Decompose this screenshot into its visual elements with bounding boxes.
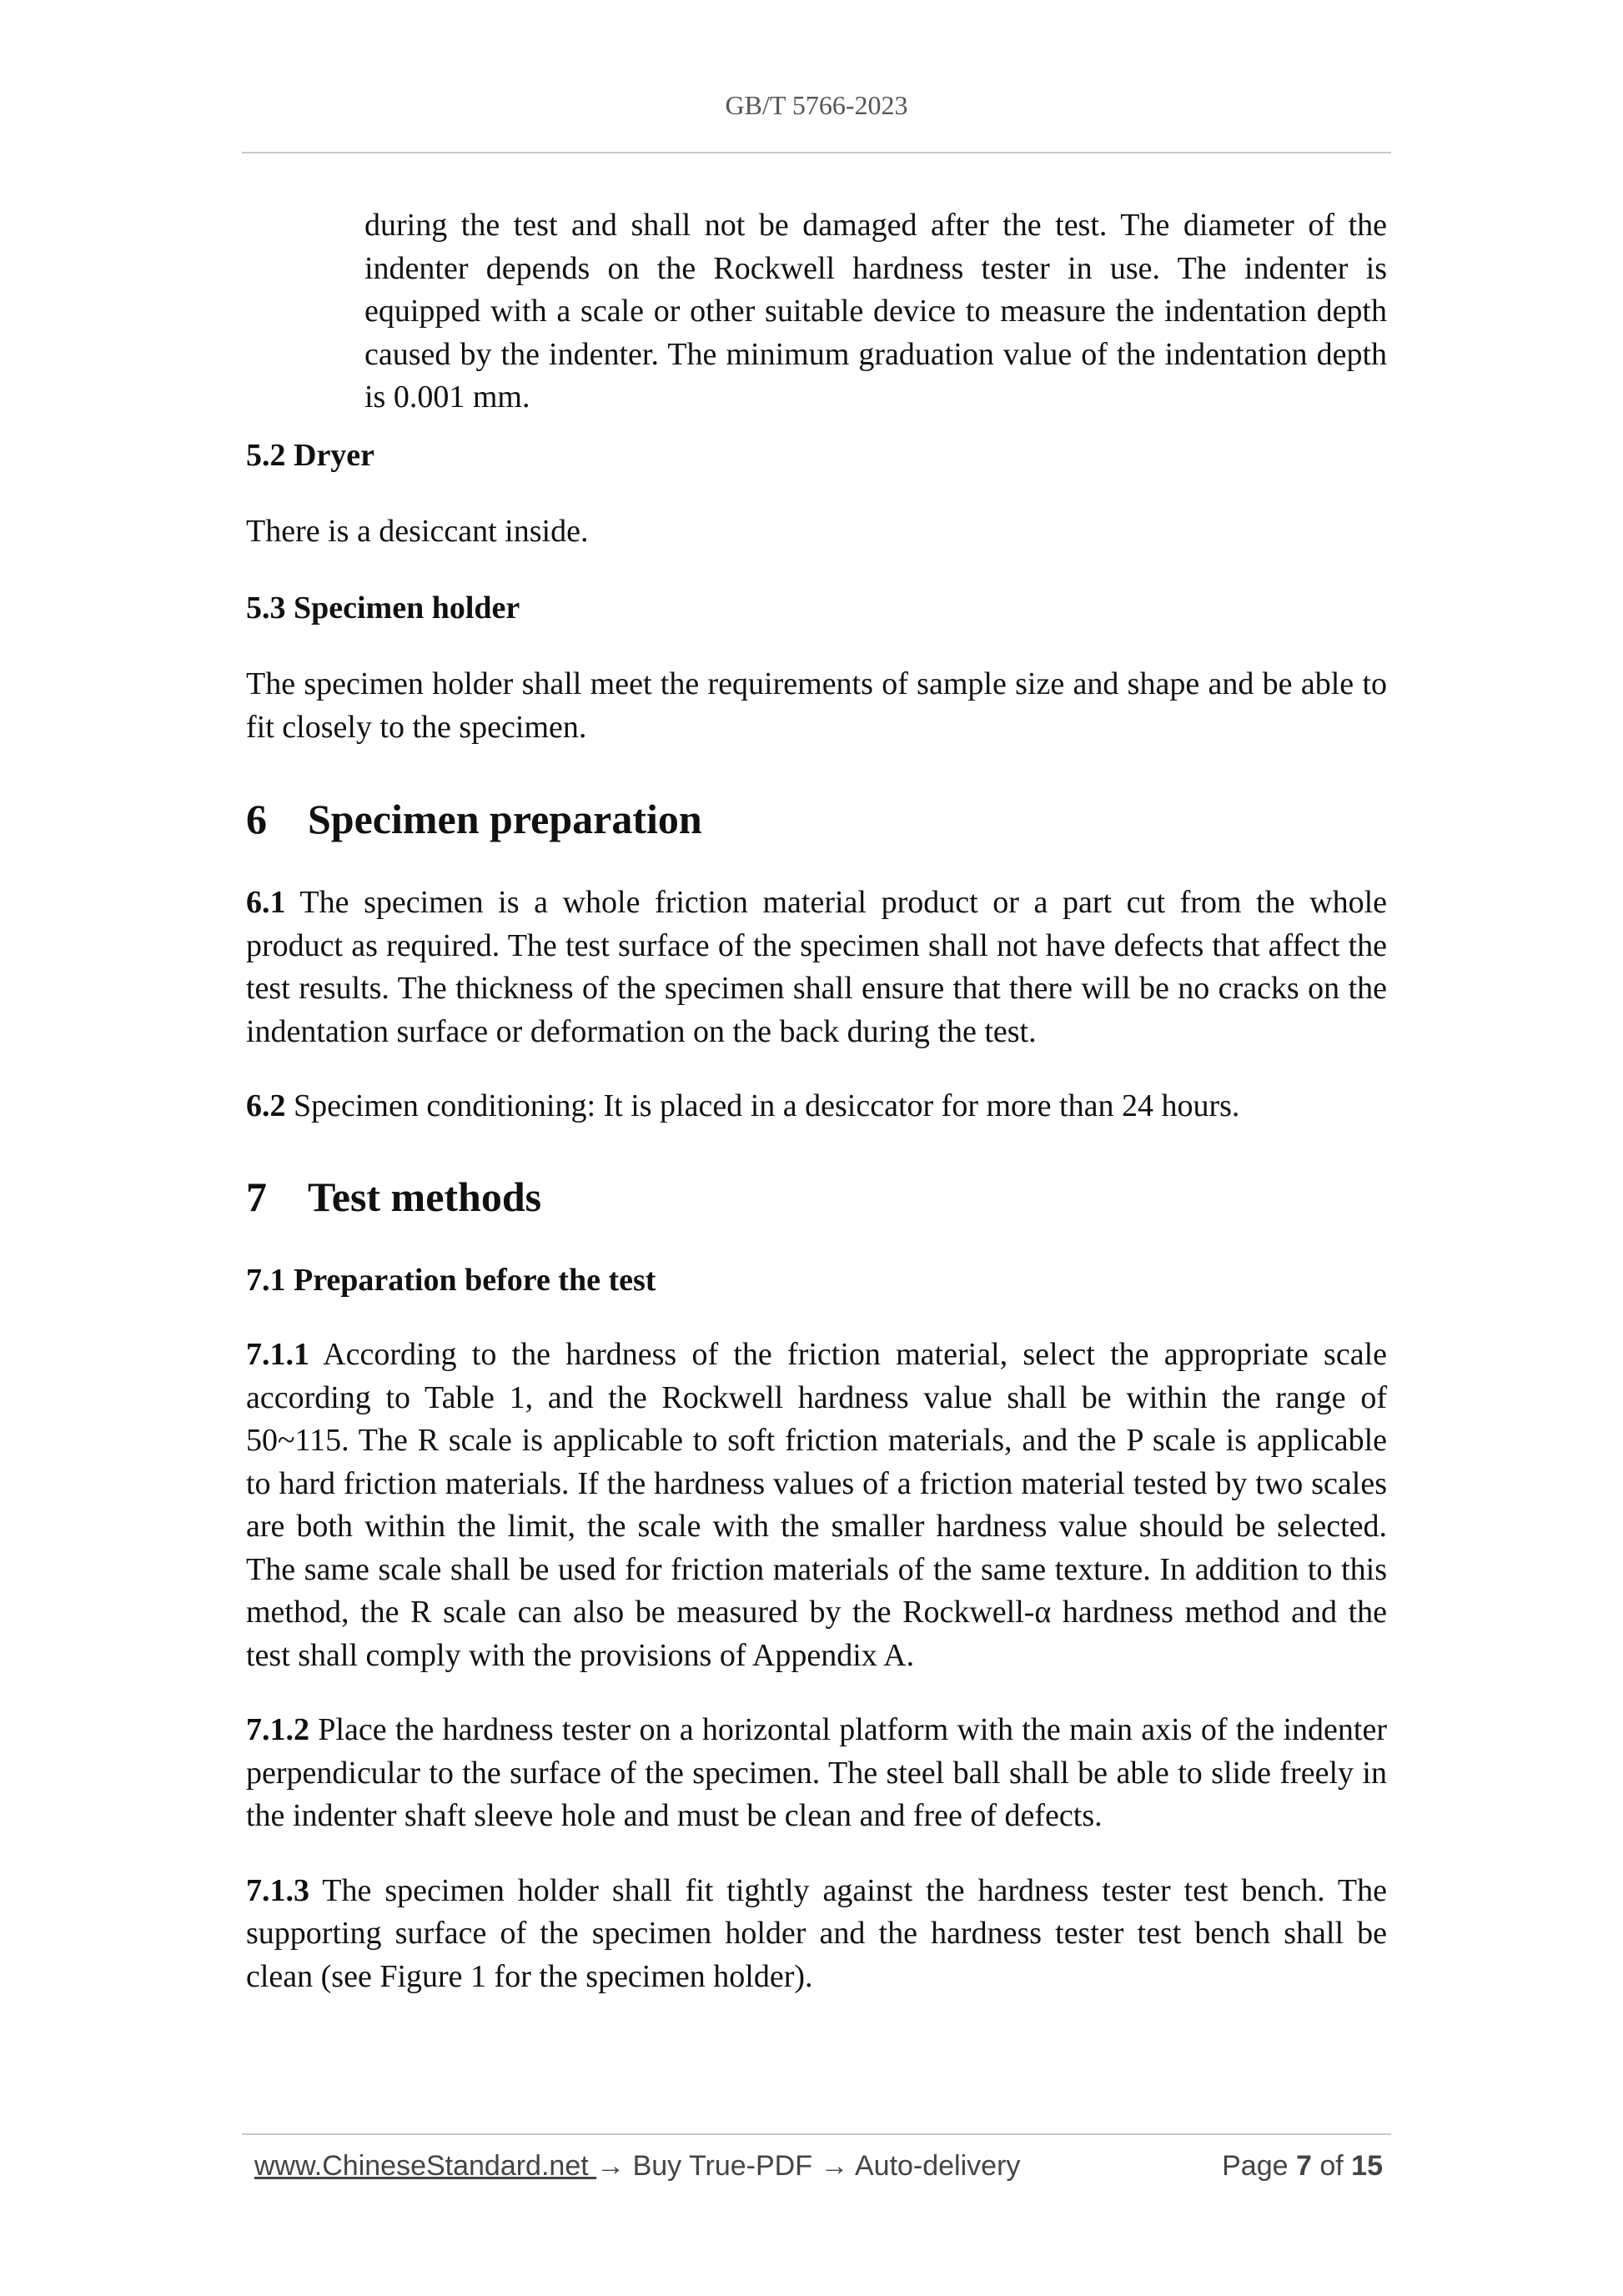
clause-number: 6.1 [246, 885, 286, 920]
clause-heading-6 [246, 794, 1387, 844]
page-label: Page [1222, 2150, 1289, 2182]
of-label: of [1319, 2150, 1344, 2182]
clause-number: 7 [246, 1173, 267, 1220]
clause-number: 7.1.2 [246, 1712, 309, 1747]
clause-title: Specimen preparation [308, 796, 702, 842]
header-rule [242, 152, 1391, 153]
paragraph-7-1-1 [246, 1334, 1387, 1677]
clause-number: 7.1.1 [246, 1337, 309, 1372]
clause-number: 7.1.3 [246, 1872, 309, 1908]
clause-number: 6.2 [246, 1088, 286, 1123]
subclause-heading-5-2: 5.2 Dryer [246, 437, 375, 473]
buy-text: → Buy True-PDF → Auto-delivery [596, 2150, 1021, 2182]
page-indicator [1222, 2145, 1383, 2187]
paragraph-7-1-3 [246, 1870, 1387, 1999]
clause-number: 6 [246, 796, 267, 842]
footer-rule [242, 2133, 1391, 2135]
clause-heading-7 [246, 1172, 1387, 1222]
running-header: GB/T 5766-2023 [725, 90, 908, 120]
page-content [246, 204, 1387, 1998]
paragraph-7-1-2 [246, 1709, 1387, 1838]
paragraph-6-1 [246, 882, 1387, 1053]
page-number: 7 [1295, 2150, 1312, 2182]
paragraph-text: According to the hardness of the friction material, select the appropriate scale according to Table 1, and the Rockwell hardness value shall be within the range of 50~115. The R scale is applicable to soft friction materials, and the P scale is applicable to hard friction materials. If the hardness values of a friction material tested by two scales are both within the limit, the scale with the smaller hardness value should be selected. The same scale shall be used for friction materials of the same texture. In addition to this method, the R scale can also be measured by the Rockwell-α hardness method and the test shall comply with the provisions of Appendix A. [246, 1337, 1387, 1673]
paragraph-text: Place the hardness tester on a horizontal platform with the main axis of the indenter perpendicular to the surface of the specimen. The steel ball shall be able to slide freely in the indenter shaft sleeve hole and must be clean and free of defects. [246, 1712, 1387, 1833]
paragraph-text: The specimen holder shall fit tightly against the hardness tester test bench. The supporting surface of the specimen holder and the hardness tester test bench shall be clean (see Figure 1 for the specimen holder). [246, 1872, 1387, 1994]
subclause-heading-5-3: 5.3 Specimen holder [246, 590, 520, 625]
paragraph-5-2: There is a desiccant inside. [246, 514, 589, 549]
clause-title: Test methods [308, 1173, 542, 1220]
paragraph-continued: during the test and shall not be damaged after the test. The diameter of the indenter depends on the Rockwell hardness tester in use. The indenter is equipped with a scale or other suitable device to measure the indentation depth caused by the indenter. The minimum graduation value of the indentation depth is 0.001 mm. [364, 208, 1387, 414]
paragraph-6-2 [246, 1085, 1387, 1128]
subclause-heading-7-1: 7.1 Preparation before the test [246, 1262, 656, 1298]
paragraph-text: Specimen conditioning: It is placed in a desiccator for more than 24 hours. [285, 1088, 1240, 1123]
footer-left [254, 2145, 1020, 2187]
site-link[interactable]: www.ChineseStandard.net [254, 2150, 597, 2182]
page-footer [254, 2145, 1383, 2187]
page-total: 15 [1351, 2150, 1383, 2182]
paragraph-5-3: The specimen holder shall meet the requirements of sample size and shape and be able to fit closely to the specimen. [246, 666, 1387, 745]
paragraph-text: The specimen is a whole friction material product or a part cut from the whole product as required. The test surface of the specimen shall not have defects that affect the test results. The thickness of the specimen shall ensure that there will be no cracks on the indentation surface or deformation on the back during the test. [246, 885, 1387, 1049]
